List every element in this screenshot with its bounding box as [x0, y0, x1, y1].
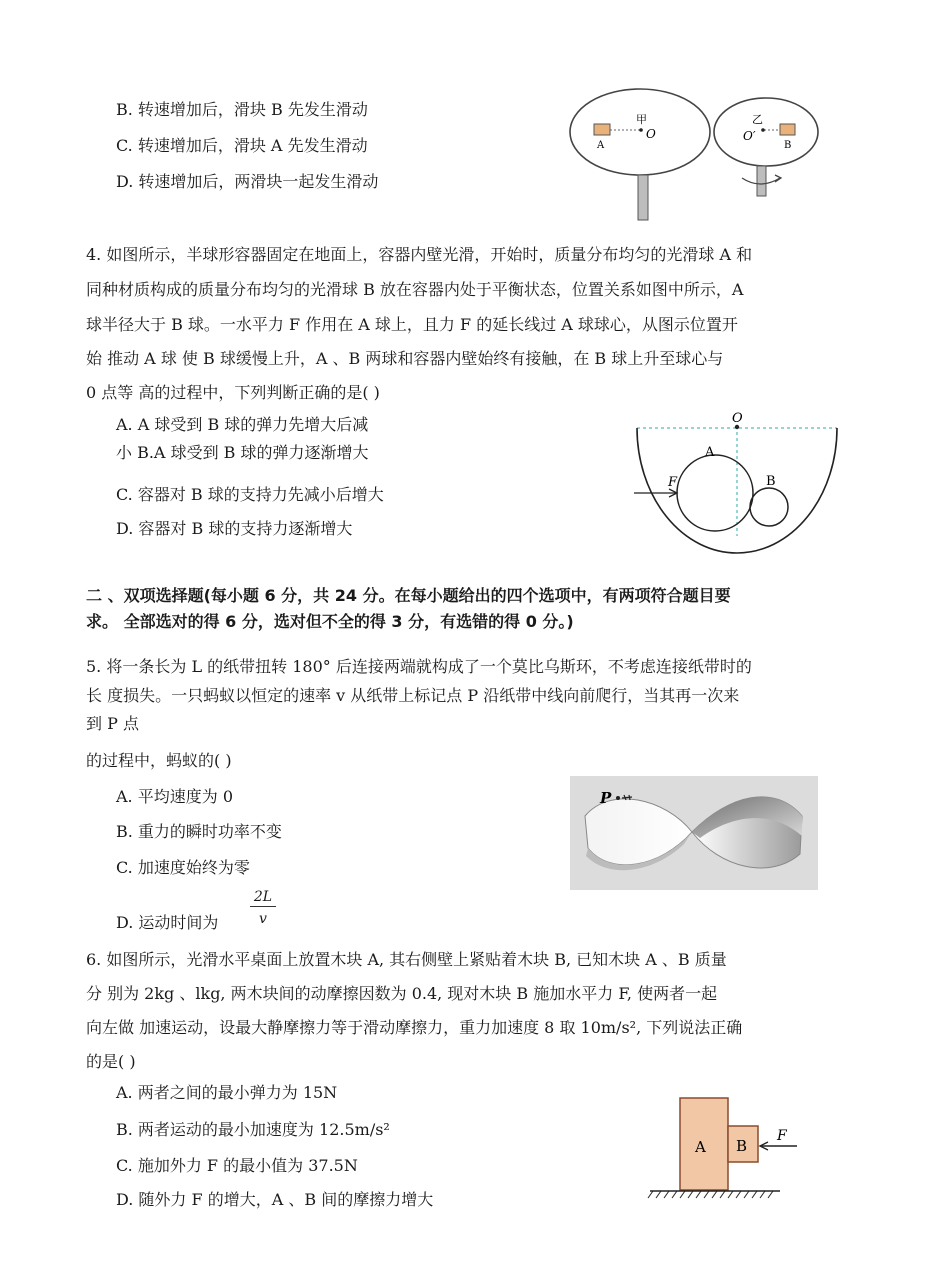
- q4-option-a-cont: 小 B.A 球受到 B 球的弹力逐渐增大: [116, 443, 369, 462]
- q4-option-d: D. 容器对 B 球的支持力逐渐增大: [116, 519, 353, 538]
- section-2-heading-line-2: 求。 全部选对的得 6 分，选对但不全的得 3 分，有选错的得 0 分。): [86, 612, 574, 631]
- q5-stem-line-1: 5. 将一条长为 L 的纸带扭转 180° 后连接两端就构成了一个莫比乌斯环，不考虑连接纸带时的: [86, 657, 752, 676]
- label-o-center: O: [732, 411, 743, 426]
- q5-stem-line-2: 长 度损失。一只蚂蚁以恒定的速率 v 从纸带上标记点 P 沿纸带中线向前爬行，当其再一次来: [86, 686, 740, 705]
- label-a-block: A: [597, 140, 605, 151]
- bowl-figure: [632, 408, 847, 558]
- label-jia: 甲: [636, 113, 647, 126]
- label-block-a: A: [695, 1138, 706, 1156]
- q3-option-d: D. 转速增加后，两滑块一起发生滑动: [116, 172, 379, 191]
- section-2-heading-line-1: 二 、双项选择题(每小题 6 分，共 24 分。在每小题给出的四个选项中，有两项符合题目要: [86, 586, 731, 605]
- label-b-block: B: [784, 140, 792, 151]
- q4-stem-line-4: 始 推动 A 球 使 B 球缓慢上升，A 、B 两球和容器内壁始终有接触，在 B 球上升至球心与: [86, 349, 724, 368]
- q4-stem-line-3: 球半径大于 B 球。一水平力 F 作用在 A 球上，且力 F 的延长线过 A 球球心，从图示位置开: [86, 315, 738, 334]
- label-force-f: F: [668, 475, 678, 490]
- q3-option-c: C. 转速增加后，滑块 A 先发生滑动: [116, 136, 368, 155]
- q4-stem-line-1: 4. 如图所示，半球形容器固定在地面上，容器内壁光滑，开始时，质量分布均匀的光滑球 A 和: [86, 245, 753, 264]
- q4-stem-line-2: 同种材质构成的质量分布均匀的光滑球 B 放在容器内处于平衡状态，位置关系如图中所示，A: [86, 280, 744, 299]
- q3-option-b: B. 转速增加后，滑块 B 先发生滑动: [116, 100, 368, 119]
- label-block-b: B: [736, 1137, 748, 1155]
- q6-stem-line-2: 分 别为 2kg 、lkg, 两木块间的动摩擦因数为 0.4, 现对木块 B 施加水平力 F, 使两者一起: [86, 984, 718, 1003]
- q4-option-a: A. A 球受到 B 球的弹力先增大后减: [116, 415, 369, 434]
- blocks-figure: [645, 1094, 805, 1204]
- q5-option-c: C. 加速度始终为零: [116, 858, 250, 877]
- q4-stem-line-5: 0 点等 高的过程中，下列判断正确的是( ): [86, 383, 380, 402]
- mobius-strip-figure: [570, 776, 818, 890]
- rotating-disks-figure: [560, 80, 820, 225]
- label-force-f-blocks: F: [777, 1128, 787, 1144]
- label-o: O: [646, 127, 656, 141]
- q6-option-a: A. 两者之间的最小弹力为 15N: [116, 1083, 338, 1102]
- fraction-numerator: 2L: [250, 888, 276, 907]
- q5-option-a: A. 平均速度为 0: [116, 787, 233, 806]
- q6-stem-line-3: 向左做 加速运动，设最大静摩擦力等于滑动摩擦力，重力加速度 8 取 10m/s², 下列说法正确: [86, 1018, 743, 1037]
- label-ball-a: A: [705, 445, 715, 460]
- q6-option-c: C. 施加外力 F 的最小值为 37.5N: [116, 1156, 358, 1175]
- q6-stem-line-1: 6. 如图所示，光滑水平桌面上放置木块 A, 其右侧壁上紧贴着木块 B, 已知木块 A 、B 质量: [86, 950, 727, 969]
- label-point-p: P: [600, 789, 612, 807]
- label-ball-b: B: [766, 474, 776, 489]
- q5-stem-line-4: 的过程中，蚂蚁的( ): [86, 751, 232, 770]
- q6-stem-line-4: 的是( ): [86, 1052, 136, 1071]
- q5-stem-line-3: 到 P 点: [86, 714, 139, 733]
- q4-option-c: C. 容器对 B 球的支持力先减小后增大: [116, 485, 384, 504]
- label-yi: 乙: [752, 113, 763, 126]
- q6-option-d: D. 随外力 F 的增大，A 、B 间的摩擦力增大: [116, 1190, 434, 1209]
- q5-option-d: D. 运动时间为: [116, 913, 219, 932]
- q6-option-b: B. 两者运动的最小加速度为 12.5m/s²: [116, 1120, 390, 1139]
- q5-option-b: B. 重力的瞬时功率不变: [116, 822, 282, 841]
- fraction-denominator: v: [259, 911, 267, 927]
- label-o-prime: O′: [743, 129, 756, 143]
